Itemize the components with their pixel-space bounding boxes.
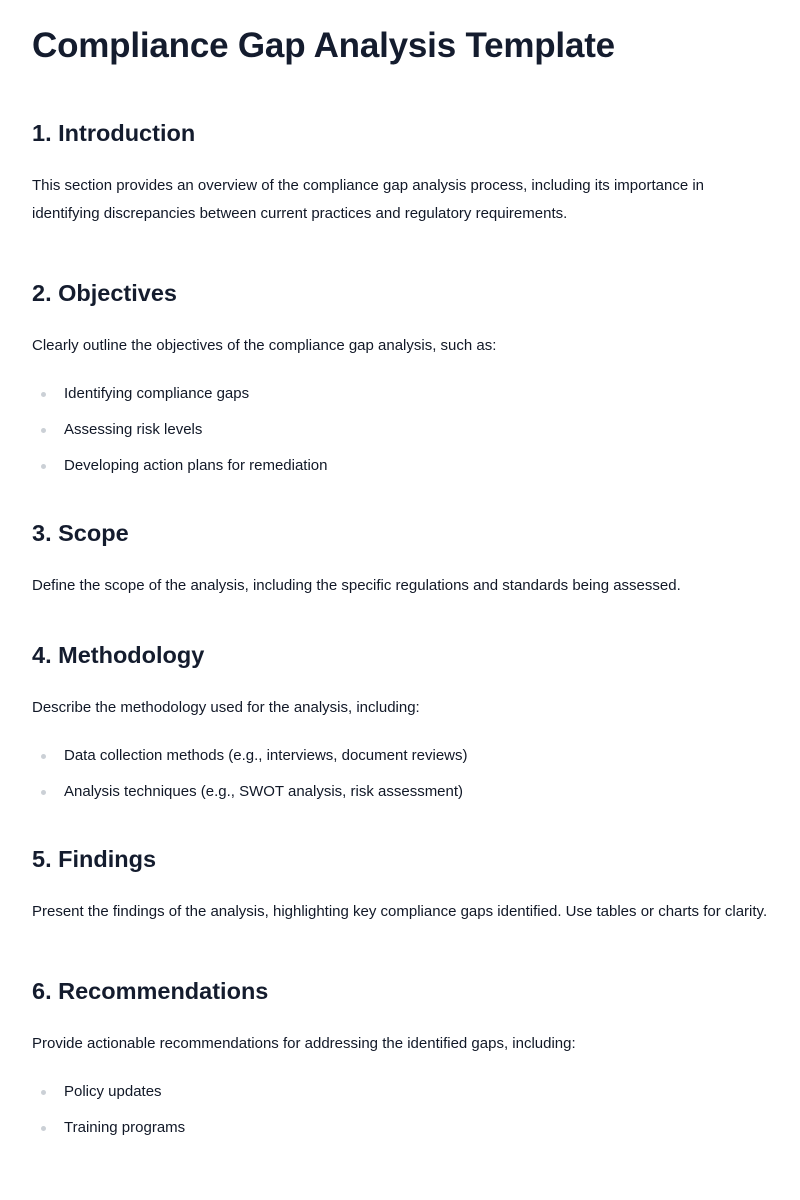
- section-heading: 5. Findings: [32, 846, 157, 872]
- section-heading: 6. Recommendations: [32, 978, 269, 1004]
- list-item: [32, 1116, 768, 1140]
- recommendations-list: [32, 1080, 768, 1140]
- list-item: [32, 418, 768, 442]
- section-text: Clearly outline the objectives of the compliance gap analysis, such as:: [32, 337, 497, 354]
- section-findings: [32, 844, 768, 926]
- bullet-dot-icon: [41, 464, 46, 469]
- section-text: Present the findings of the analysis, highlighting key compliance gaps identified. Use tables or charts for clarity.: [32, 903, 768, 920]
- section-heading: 3. Scope: [32, 520, 129, 546]
- section-text: This section provides an overview of the compliance gap analysis process, including its importance in identifying discrepancies between current practices and regulatory requirements.: [32, 177, 705, 222]
- list-item-text: Data collection methods (e.g., interviews, document reviews): [64, 747, 468, 764]
- section-text: Define the scope of the analysis, including the specific regulations and standards being assessed.: [32, 577, 681, 594]
- list-item-text: Training programs: [64, 1119, 186, 1136]
- list-item-text: Assessing risk levels: [64, 421, 203, 438]
- section-recommendations: [32, 976, 768, 1140]
- list-item-text: Analysis techniques (e.g., SWOT analysis, risk assessment): [64, 783, 464, 800]
- section-text: Describe the methodology used for the analysis, including:: [32, 699, 420, 716]
- section-scope: [32, 518, 768, 600]
- list-item-text: Policy updates: [64, 1083, 162, 1100]
- list-item-text: Identifying compliance gaps: [64, 385, 250, 402]
- list-item: [32, 382, 768, 406]
- document-title: Compliance Gap Analysis Template: [32, 26, 615, 65]
- bullet-dot-icon: [41, 428, 46, 433]
- section-objectives: [32, 278, 768, 478]
- bullet-dot-icon: [41, 1090, 46, 1095]
- section-methodology: [32, 640, 768, 804]
- bullet-dot-icon: [41, 1126, 46, 1131]
- section-text: Provide actionable recommendations for addressing the identified gaps, including:: [32, 1035, 576, 1052]
- list-item: [32, 1080, 768, 1104]
- section-heading: 1. Introduction: [32, 120, 196, 146]
- methodology-list: [32, 744, 768, 804]
- bullet-dot-icon: [41, 392, 46, 397]
- section-heading: 4. Methodology: [32, 642, 205, 668]
- list-item: [32, 780, 768, 804]
- section-heading: 2. Objectives: [32, 280, 177, 306]
- list-item: [32, 454, 768, 478]
- list-item: [32, 744, 768, 768]
- bullet-dot-icon: [41, 790, 46, 795]
- section-introduction: [32, 118, 768, 228]
- objectives-list: [32, 382, 768, 478]
- list-item-text: Developing action plans for remediation: [64, 457, 328, 474]
- bullet-dot-icon: [41, 754, 46, 759]
